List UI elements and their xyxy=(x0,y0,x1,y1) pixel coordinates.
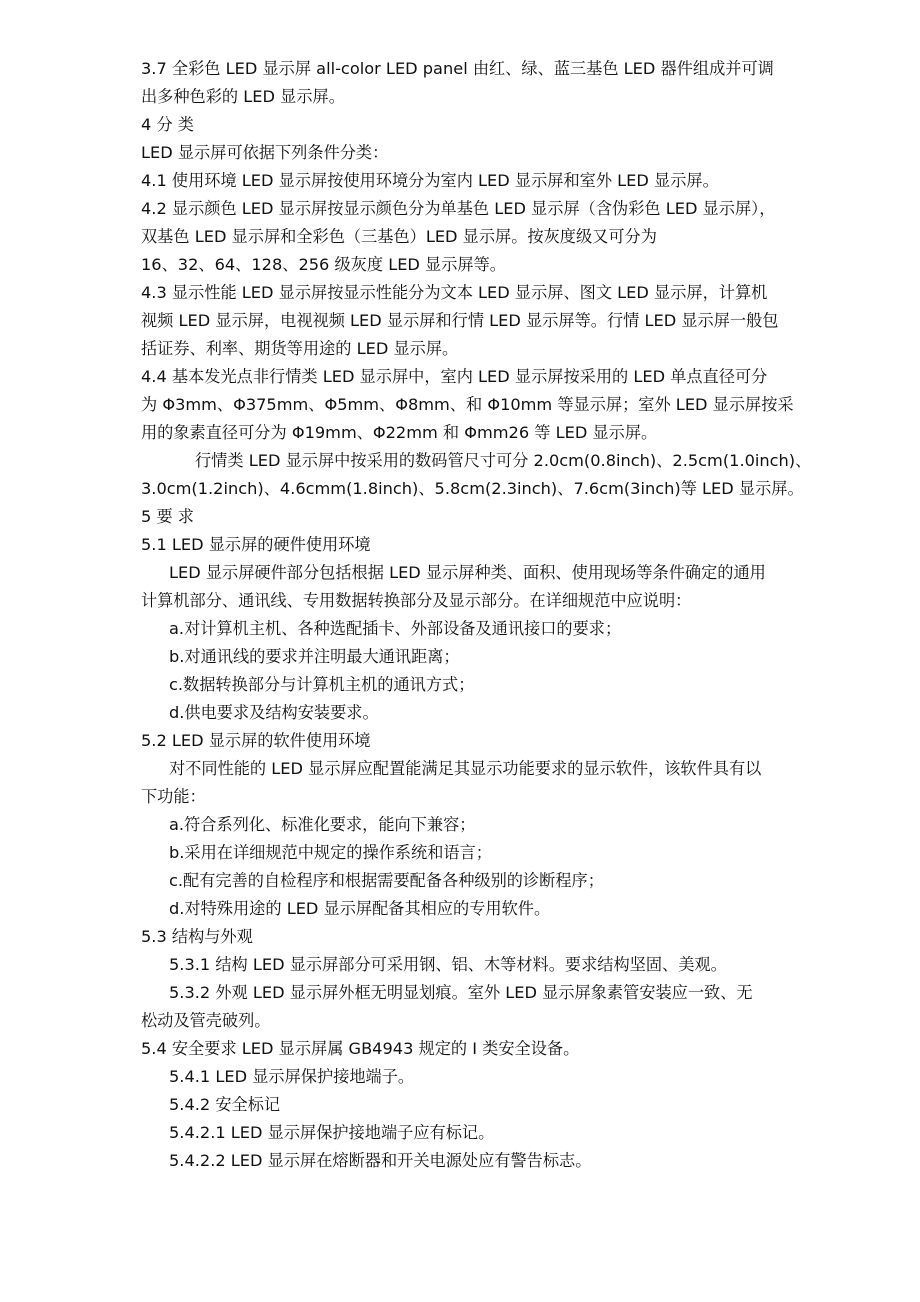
clause-5-2-line-1: 对不同性能的 LED 显示屏应配置能满足其显示功能要求的显示软件，该软件具有以 xyxy=(169,759,762,778)
clause-3-7-line-1: 3.7 全彩色 LED 显示屏 all-color LED panel 由红、绿、蓝三基色 LED 器件组成并可调 xyxy=(141,59,774,78)
clause-5-3-2-line-2: 松动及管壳破列。 xyxy=(141,1011,271,1030)
clause-5-1-item-a: a.对计算机主机、各种选配插卡、外部设备及通讯接口的要求； xyxy=(169,619,622,638)
section-4-intro: LED 显示屏可依据下列条件分类： xyxy=(141,143,389,162)
clause-5-2-item-a: a.符合系列化、标准化要求，能向下兼容； xyxy=(169,815,476,834)
section-4-heading: 4 分 类 xyxy=(141,115,194,134)
clause-4-3-line-3: 括证券、利率、期货等用途的 LED 显示屏。 xyxy=(141,339,459,358)
clause-5-1-heading: 5.1 LED 显示屏的硬件使用环境 xyxy=(141,535,371,554)
clause-5-4-heading: 5.4 安全要求 LED 显示屏属 GB4943 规定的 I 类安全设备。 xyxy=(141,1039,580,1058)
clause-5-2-item-d: d.对特殊用途的 LED 显示屏配备其相应的专用软件。 xyxy=(169,899,551,918)
clause-5-1-line-2: 计算机部分、通讯线、专用数据转换部分及显示部分。在详细规范中应说明： xyxy=(141,591,692,610)
clause-5-3-heading: 5.3 结构与外观 xyxy=(141,927,253,946)
clause-4-1: 4.1 使用环境 LED 显示屏按使用环境分为室内 LED 显示屏和室外 LED 显示屏。 xyxy=(141,171,719,190)
clause-3-7-line-2: 出多种色彩的 LED 显示屏。 xyxy=(141,87,345,106)
clause-4-2-line-1: 4.2 显示颜色 LED 显示屏按显示颜色分为单基色 LED 显示屏（含伪彩色 LED 显示屏）， xyxy=(141,199,776,218)
clause-4-4-line-1: 4.4 基本发光点非行情类 LED 显示屏中，室内 LED 显示屏按采用的 LED 单点直径可分 xyxy=(141,367,768,386)
clause-5-4-2: 5.4.2 安全标记 xyxy=(169,1095,281,1114)
clause-4-2-line-3: 16、32、64、128、256 级灰度 LED 显示屏等。 xyxy=(141,255,506,274)
clause-5-1-line-1: LED 显示屏硬件部分包括根据 LED 显示屏种类、面积、使用现场等条件确定的通用 xyxy=(169,563,766,582)
clause-5-4-2-1: 5.4.2.1 LED 显示屏保护接地端子应有标记。 xyxy=(169,1123,495,1142)
clause-5-4-2-2: 5.4.2.2 LED 显示屏在熔断器和开关电源处应有警告标志。 xyxy=(169,1151,592,1170)
clause-4-4-line-2: 为 Φ3mm、Φ375mm、Φ5mm、Φ8mm、和 Φ10mm 等显示屏；室外 LED 显示屏按采 xyxy=(141,395,794,414)
clause-4-4-quote-line-1: 行情类 LED 显示屏中按采用的数码管尺寸可分 2.0cm(0.8inch)、2.5cm(1.0inch)、 xyxy=(195,451,812,470)
clause-5-2-heading: 5.2 LED 显示屏的软件使用环境 xyxy=(141,731,371,750)
clause-4-2-line-2: 双基色 LED 显示屏和全彩色（三基色）LED 显示屏。按灰度级又可分为 xyxy=(141,227,657,246)
clause-5-1-item-c: c.数据转换部分与计算机主机的通讯方式； xyxy=(169,675,475,694)
clause-5-2-item-c: c.配有完善的自检程序和根据需要配备各种级别的诊断程序； xyxy=(169,871,604,890)
clause-5-4-1: 5.4.1 LED 显示屏保护接地端子。 xyxy=(169,1067,415,1086)
clause-5-1-item-b: b.对通讯线的要求并注明最大通讯距离； xyxy=(169,647,460,666)
clause-5-2-item-b: b.采用在详细规范中规定的操作系统和语言； xyxy=(169,843,492,862)
clause-5-1-item-d: d.供电要求及结构安装要求。 xyxy=(169,703,379,722)
clause-4-3-line-1: 4.3 显示性能 LED 显示屏按显示性能分为文本 LED 显示屏、图文 LED 显示屏，计算机 xyxy=(141,283,768,302)
clause-5-3-1: 5.3.1 结构 LED 显示屏部分可采用钢、铝、木等材料。要求结构坚固、美观。 xyxy=(169,955,727,974)
section-5-heading: 5 要 求 xyxy=(141,507,194,526)
clause-4-4-line-3: 用的象素直径可分为 Φ19mm、Φ22mm 和 Φmm26 等 LED 显示屏。 xyxy=(141,423,658,442)
clause-4-3-line-2: 视频 LED 显示屏，电视视频 LED 显示屏和行情 LED 显示屏等。行情 LED 显示屏一般包 xyxy=(141,311,779,330)
clause-5-3-2-line-1: 5.3.2 外观 LED 显示屏外框无明显划痕。室外 LED 显示屏象素管安装应一致、无 xyxy=(169,983,753,1002)
clause-4-4-quote-line-2: 3.0cm(1.2inch)、4.6cmm(1.8inch)、5.8cm(2.3inch)、7.6cm(3inch)等 LED 显示屏。 xyxy=(141,479,804,498)
clause-5-2-line-2: 下功能： xyxy=(141,787,206,806)
